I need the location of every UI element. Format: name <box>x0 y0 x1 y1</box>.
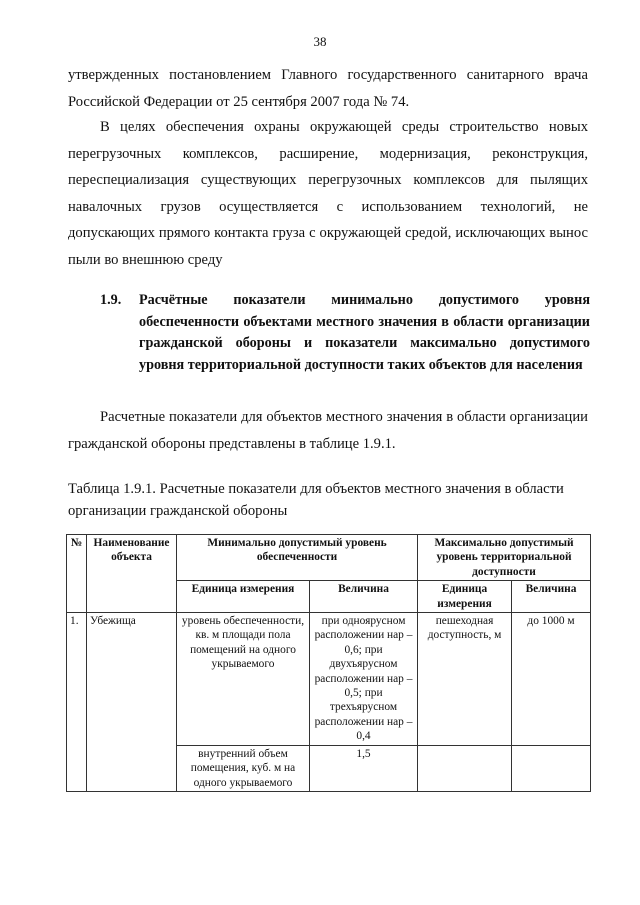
row-max-unit-empty <box>418 745 512 791</box>
table-row <box>67 613 591 746</box>
section-number: 1.9. <box>100 292 122 308</box>
row-min-unit-1: уровень обеспеченности, кв. м площади пола помещений на одного укрываемого <box>177 613 310 746</box>
header-max-group: Максимально допустимый уровень территориальной доступности <box>418 535 591 581</box>
row-min-value-2: 1,5 <box>310 745 418 791</box>
page-number: 38 <box>313 34 327 49</box>
header-name: Наименование объекта <box>87 535 177 613</box>
header-min-value: Величина <box>310 581 418 613</box>
paragraph-table-reference: Расчетные показатели для объектов местного значения в области организации гражданской обороны представлены в таблице 1.9.1. <box>68 409 588 452</box>
row-min-unit-2: внутренний объем помещения, куб. м на одного укрываемого <box>177 745 310 791</box>
paragraph-environment: В целях обеспечения охраны окружающей среды строительство новых перегрузочных комплексов, расширение, модернизация, реконструкция, переспециализация существующих перегрузочных комплексов для пылящих навалочных грузов осуществляется с использованием технологий, не допускающих прямого контакта груза с окружающей средой, исключающих вынос пыли во внешнюю среду <box>68 119 588 268</box>
header-max-value: Величина <box>512 581 591 613</box>
row-name: Убежища <box>87 613 177 792</box>
header-max-unit: Единица измерения <box>418 581 512 613</box>
header-min-group: Минимально допустимый уровень обеспеченности <box>177 535 418 581</box>
row-min-value-1: при одноярусном расположении нар – 0,6; при двухъярусном расположении нар – 0,5; при трехъярусном расположении нар – 0,4 <box>310 613 418 746</box>
indicators-table <box>66 534 591 792</box>
row-num: 1. <box>67 613 87 792</box>
paragraph-intro: утвержденных постановлением Главного государственного санитарного врача Российской Федерации от 25 сентября 2007 года № 74. <box>68 67 588 110</box>
header-min-unit: Единица измерения <box>177 581 310 613</box>
section-heading <box>100 290 590 376</box>
section-title: Расчётные показатели минимально допустимого уровня обеспеченности объектами местного значения в области организации гражданской обороны и показатели максимально допустимого уровня территориальной доступности таких объектов для населения <box>139 292 590 373</box>
header-num: № <box>67 535 87 613</box>
table-caption: Таблица 1.9.1. Расчетные показатели для объектов местного значения в области организации гражданской обороны <box>68 481 564 519</box>
table-header-row <box>67 535 591 581</box>
row-max-unit: пешеходная доступность, м <box>418 613 512 746</box>
row-max-value: до 1000 м <box>512 613 591 746</box>
row-max-value-empty <box>512 745 591 791</box>
